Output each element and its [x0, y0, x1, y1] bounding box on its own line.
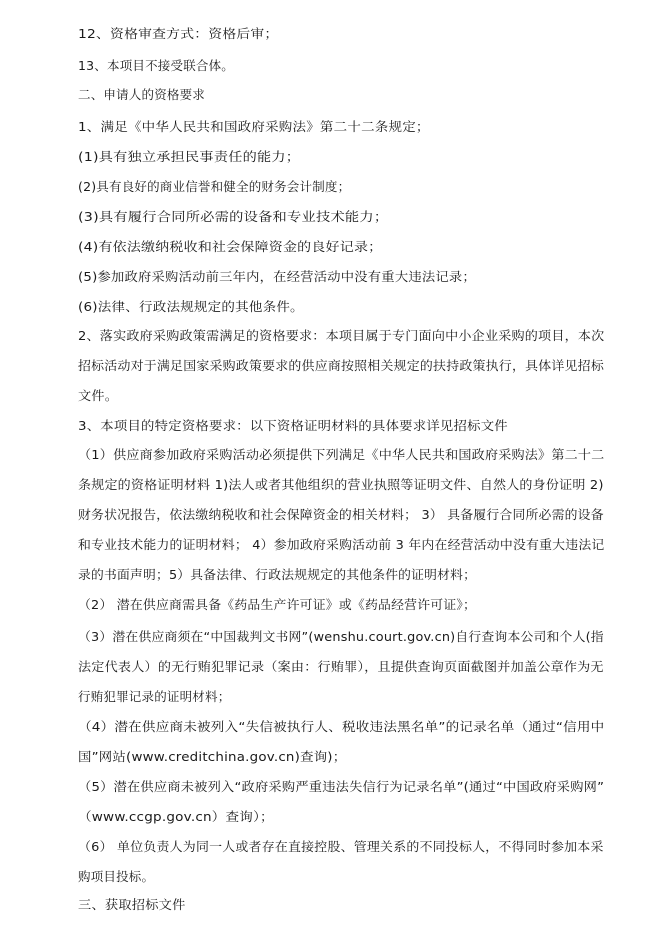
- text-line: (1)具有独立承担民事责任的能力；: [78, 149, 301, 164]
- text-line: 二、申请人的资格要求: [78, 87, 206, 102]
- text-line: 13、本项目不接受联合体。: [78, 58, 235, 73]
- text-line: 1、满足《中华人民共和国政府采购法》第二十二条规定；: [78, 119, 430, 134]
- text-line: （www.ccgp.gov.cn）查询）；: [78, 809, 274, 824]
- text-line: （6） 单位负责人为同一人或者存在直接控股、管理关系的不同投标人，不得同时参加本采: [78, 839, 604, 854]
- text-line: (2)具有良好的商业信誉和健全的财务会计制度；: [78, 179, 351, 194]
- text-line: 招标活动对于满足国家采购政策要求的供应商按照相关规定的扶持政策执行，具体详见招标: [78, 358, 604, 373]
- text-line: (3)具有履行合同所必需的设备和专业技术能力；: [78, 209, 389, 224]
- text-line: 条规定的资格证明材料 1)法人或者其他组织的营业执照等证明文件、自然人的身份证明 2): [78, 477, 604, 492]
- text-line: 行贿犯罪记录的证明材料；: [78, 689, 231, 704]
- text-line: 文件。: [78, 388, 119, 403]
- text-line: 购项目投标。: [78, 869, 155, 884]
- text-line: (4)有依法缴纳税收和社会保障资金的良好记录；: [78, 239, 383, 254]
- text-line: 录的书面声明；5）具备法律、行政法规规定的其他条件的证明材料；: [78, 567, 477, 582]
- text-line: 2、落实政府采购政策需满足的资格要求：本项目属于专门面向中小企业采购的项目，本次: [78, 328, 605, 343]
- text-line: （1）供应商参加政府采购活动必须提供下列满足《中华人民共和国政府采购法》第二十二: [78, 447, 605, 462]
- text-line: 国”网站(www.creditchina.gov.cn)查询)；: [78, 749, 347, 764]
- text-line: 三、获取招标文件: [78, 897, 186, 912]
- text-line: 12、资格审查方式：资格后审；: [78, 26, 279, 41]
- text-line: 法定代表人）的无行贿犯罪记录（案由：行贿罪），且提供查询页面截图并加盖公章作为无: [78, 659, 604, 674]
- text-line: （5）潜在供应商未被列入“政府采购严重违法失信行为记录名单”(通过“中国政府采购网”: [78, 779, 605, 794]
- text-line: 财务状况报告，依法缴纳税收和社会保障资金的相关材料； 3） 具备履行合同所必需的设备: [78, 507, 604, 522]
- text-line: （4）潜在供应商未被列入“失信被执行人、税收违法黑名单”的记录名单（通过“信用中: [78, 719, 605, 734]
- text-line: (5)参加政府采购活动前三年内，在经营活动中没有重大违法记录；: [78, 269, 476, 284]
- text-line: 和专业技术能力的证明材料； 4）参加政府采购活动前 3 年内在经营活动中没有重大违法记: [78, 537, 605, 552]
- text-line: 3、本项目的特定资格要求：以下资格证明材料的具体要求详见招标文件: [78, 418, 508, 433]
- text-line: （2） 潜在供应商需具备《药品生产许可证》或《药品经营许可证》；: [78, 597, 477, 612]
- text-line: (6)法律、行政法规规定的其他条件。: [78, 299, 304, 314]
- text-line: （3）潜在供应商须在“中国裁判文书网”(wenshu.court.gov.cn)自行查询本公司和个人(指: [78, 629, 604, 644]
